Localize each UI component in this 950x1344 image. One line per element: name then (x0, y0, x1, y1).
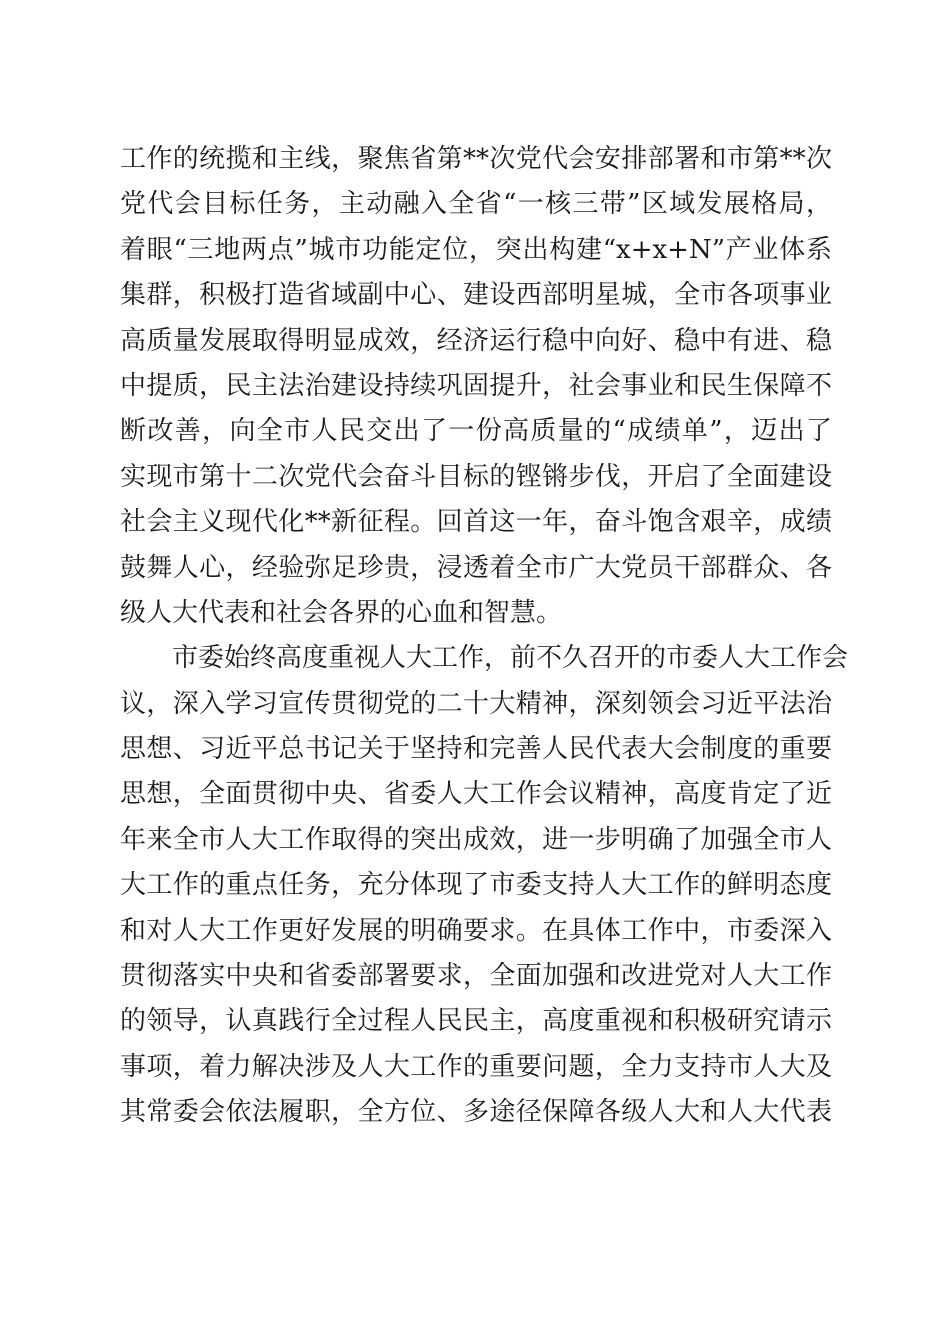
paragraph-1-line: 集群，积极打造省域副中心、建设西部明星城，全市各项事业 (120, 280, 832, 311)
paragraph-1-line: 工作的统揽和主线，聚焦省第**次党代会安排部署和市第**次 (120, 144, 832, 174)
paragraph-1-line: 着眼“三地两点”城市功能定位，突出构建“x+x+N”产业体系 (120, 234, 832, 265)
paragraph-1-line: 党代会目标任务，主动融入全省“一核三带”区域发展格局， (120, 189, 832, 220)
paragraph-2-line: 大工作的重点任务，充分体现了市委支持人大工作的鲜明态度 (120, 870, 832, 901)
paragraph-2-line: 思想、习近平总书记关于坚持和完善人民代表大会制度的重要 (120, 734, 832, 765)
paragraph-1-line: 鼓舞人心，经验弥足珍贵，浸透着全市广大党员干部群众、各 (120, 552, 832, 583)
paragraph-2-line: 其常委会依法履职，全方位、多途径保障各级人大和人大代表 (120, 1097, 832, 1128)
paragraph-1 (120, 137, 832, 636)
paragraph-1-line: 中提质，民主法治建设持续巩固提升，社会事业和民生保障不 (120, 370, 832, 401)
paragraph-1-line: 社会主义现代化**新征程。回首这一年，奋斗饱含艰辛，成绩 (120, 507, 832, 538)
paragraph-2-line: 事项，着力解决涉及人大工作的重要问题，全力支持市人大及 (120, 1051, 832, 1082)
paragraph-1-line: 断改善，向全市人民交出了一份高质量的“成绩单”，迈出了 (120, 416, 832, 447)
paragraph-2-line: 议，深入学习宣传贯彻党的二十大精神，深刻领会习近平法治 (120, 688, 832, 719)
paragraph-1-line: 高质量发展取得明显成效，经济运行稳中向好、稳中有进、稳 (120, 325, 832, 356)
paragraph-1-line: 级人大代表和社会各界的心血和智慧。 (120, 597, 563, 628)
paragraph-2-line: 思想，全面贯彻中央、省委人大工作会议精神，高度肯定了近 (120, 779, 832, 810)
paragraph-2-line: 的领导，认真践行全过程人民民主，高度重视和积极研究请示 (120, 1006, 832, 1037)
paragraph-2-line: 年来全市人大工作取得的突出成效，进一步明确了加强全市人 (120, 824, 832, 855)
paragraph-2-line: 和对人大工作更好发展的明确要求。在具体工作中，市委深入 (120, 915, 832, 946)
paragraph-1-line: 实现市第十二次党代会奋斗目标的铿锵步伐，开启了全面建设 (120, 461, 832, 492)
document-body (120, 137, 849, 1136)
paragraph-2-line: 贯彻落实中央和省委部署要求，全面加强和改进党对人大工作 (120, 961, 832, 992)
paragraph-2-line: 市委始终高度重视人大工作，前不久召开的市委人大工作会 (172, 643, 849, 674)
paragraph-2 (120, 636, 849, 1135)
